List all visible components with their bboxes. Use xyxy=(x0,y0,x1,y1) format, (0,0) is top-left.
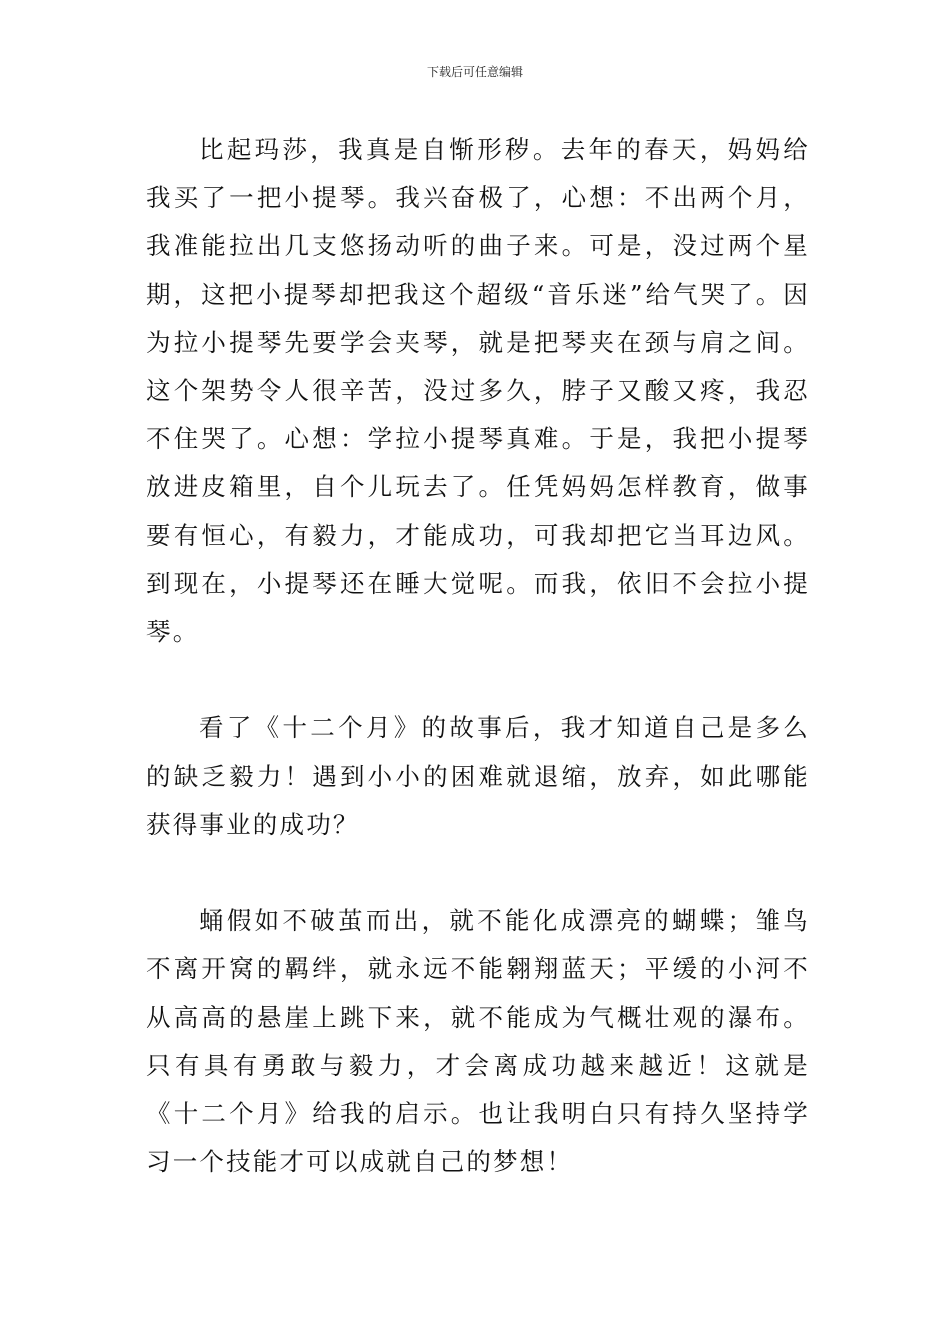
document-body xyxy=(146,126,810,1186)
page-header-note: 下载后可任意编辑 xyxy=(426,65,523,79)
paragraph-violin-story: 比起玛莎，我真是自惭形秽。去年的春天，妈妈给我买了一把小提琴。我兴奋极了，心想：不出两个月，我准能拉出几支悠扬动听的曲子来。可是，没过两个星期，这把小提琴却把我这个超级“音乐迷”给气哭了。因为拉小提琴先要学会夹琴，就是把琴夹在颈与肩之间。这个架势令人很辛苦，没过多久，脖子又酸又疼，我忍不住哭了。心想：学拉小提琴真难。于是，我把小提琴放进皮箱里，自个儿玩去了。任凭妈妈怎样教育，做事要有恒心，有毅力，才能成功，可我却把它当耳边风。到现在，小提琴还在睡大觉呢。而我，依旧不会拉小提琴。 xyxy=(146,135,810,647)
paragraph-conclusion: 蛹假如不破茧而出，就不能化成漂亮的蝴蝶；雏鸟不离开窝的羁绊，就永远不能翱翔蓝天；平缓的小河不从高高的悬崖上跳下来，就不能成为气概壮观的瀑布。只有具有勇敢与毅力，才会离成功越来越近！这就是《十二个月》给我的启示。也让我明白只有持久坚持学习一个技能才可以成就自己的梦想！ xyxy=(146,906,810,1177)
paragraph-reflection: 看了《十二个月》的故事后，我才知道自己是多么的缺乏毅力！遇到小小的困难就退缩，放弃，如此哪能获得事业的成功？ xyxy=(146,713,810,839)
